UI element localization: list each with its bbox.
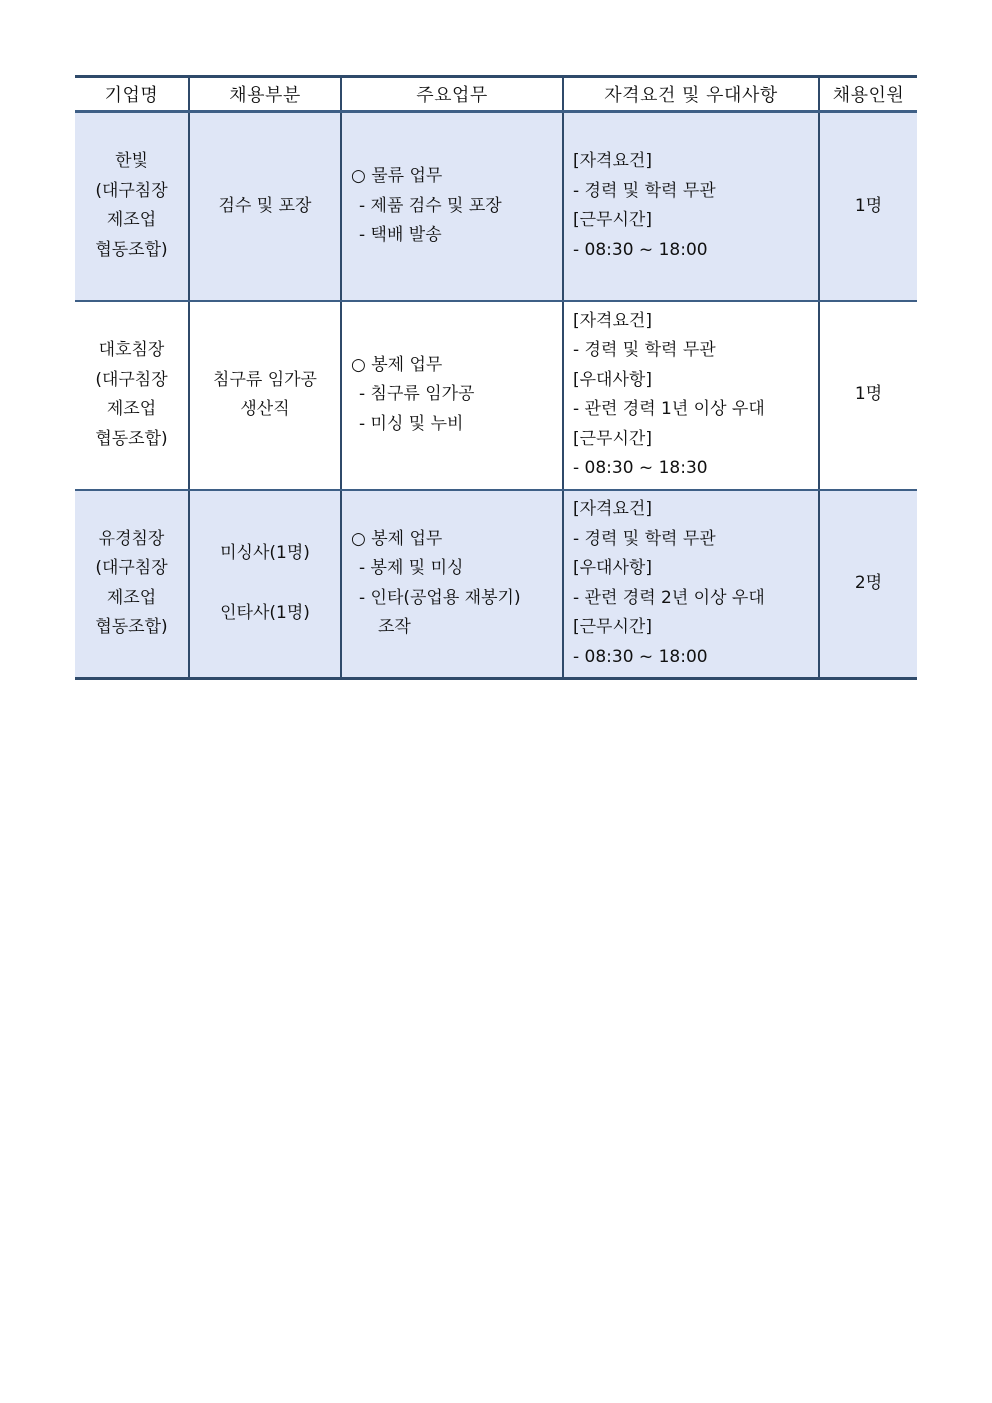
requirement-line: [자격요건]	[573, 499, 652, 520]
position-label: 인타사(1명)	[220, 602, 310, 623]
company-association: (대구침장	[95, 369, 168, 390]
company-association: 제조업	[106, 210, 157, 231]
requirement-line: - 08:30 ~ 18:00	[573, 646, 708, 667]
requirement-line: - 관련 경력 1년 이상 우대	[573, 399, 765, 419]
duties-cell	[341, 112, 563, 301]
header-position: 채용부분	[189, 77, 341, 112]
company-association: 협동조합)	[95, 239, 168, 260]
requirement-line: [자격요건]	[573, 151, 652, 172]
requirement-line: - 08:30 ~ 18:30	[573, 458, 708, 478]
requirement-line: - 경력 및 학력 무관	[573, 340, 716, 360]
duties-heading: ○ 물류 업무	[351, 166, 443, 186]
company-association: 협동조합)	[95, 428, 168, 449]
requirement-line: [우대사항]	[573, 558, 652, 579]
requirement-line: - 관련 경력 2년 이상 우대	[573, 587, 765, 608]
requirements-cell	[563, 301, 819, 490]
position-cell	[189, 490, 341, 679]
company-name: 한빛	[115, 151, 148, 172]
duty-item: - 침구류 임가공	[359, 384, 475, 405]
duty-item: - 인타(공업용 재봉기)	[359, 587, 521, 608]
duty-item: - 제품 검수 및 포장	[359, 195, 502, 216]
requirements-cell	[563, 112, 819, 301]
position-label: 침구류 임가공	[213, 369, 317, 390]
duties-heading: ○ 봉제 업무	[351, 528, 443, 549]
job-listing-table	[75, 75, 917, 680]
requirement-line: [근무시간]	[573, 617, 652, 638]
requirement-line: [우대사항]	[573, 369, 652, 390]
header-company: 기업명	[75, 77, 189, 112]
company-association: 제조업	[106, 587, 157, 608]
table-header-row	[75, 77, 917, 112]
duties-cell	[341, 490, 563, 679]
duty-item: - 봉제 및 미싱	[359, 558, 464, 579]
company-association: (대구침장	[95, 558, 168, 579]
position-label: 생산직	[240, 399, 290, 419]
company-name: 대호침장	[98, 340, 165, 360]
position-cell	[189, 112, 341, 301]
requirement-line: - 경력 및 학력 무관	[573, 528, 716, 549]
company-cell	[75, 301, 189, 490]
duties-cell	[341, 301, 563, 490]
requirement-line: [근무시간]	[573, 210, 652, 231]
requirement-line: - 08:30 ~ 18:00	[573, 239, 708, 260]
requirement-line: [근무시간]	[573, 428, 652, 449]
company-association: 협동조합)	[95, 617, 168, 638]
header-requirements: 자격요건 및 우대사항	[563, 77, 819, 112]
position-spacer	[190, 569, 340, 599]
count-cell: 1명	[819, 112, 917, 301]
position-label: 검수 및 포장	[218, 195, 312, 216]
table-row	[75, 490, 917, 679]
duty-item: - 미싱 및 누비	[359, 413, 464, 434]
company-cell	[75, 490, 189, 679]
header-duties: 주요업무	[341, 77, 563, 112]
table-row	[75, 112, 917, 301]
company-cell	[75, 112, 189, 301]
company-name: 유경침장	[98, 528, 165, 549]
duties-heading: ○ 봉제 업무	[351, 354, 443, 375]
header-count: 채용인원	[819, 77, 917, 112]
company-association: 제조업	[106, 399, 157, 419]
count-cell: 2명	[819, 490, 917, 679]
duty-item: - 택배 발송	[359, 225, 442, 245]
table-row	[75, 301, 917, 490]
position-cell	[189, 301, 341, 490]
requirements-cell	[563, 490, 819, 679]
company-association: (대구침장	[95, 180, 168, 201]
count-cell: 1명	[819, 301, 917, 490]
position-label: 미싱사(1명)	[220, 543, 310, 564]
requirement-line: [자격요건]	[573, 310, 652, 331]
duty-item-continuation: 조작	[378, 617, 411, 638]
requirement-line: - 경력 및 학력 무관	[573, 180, 716, 201]
